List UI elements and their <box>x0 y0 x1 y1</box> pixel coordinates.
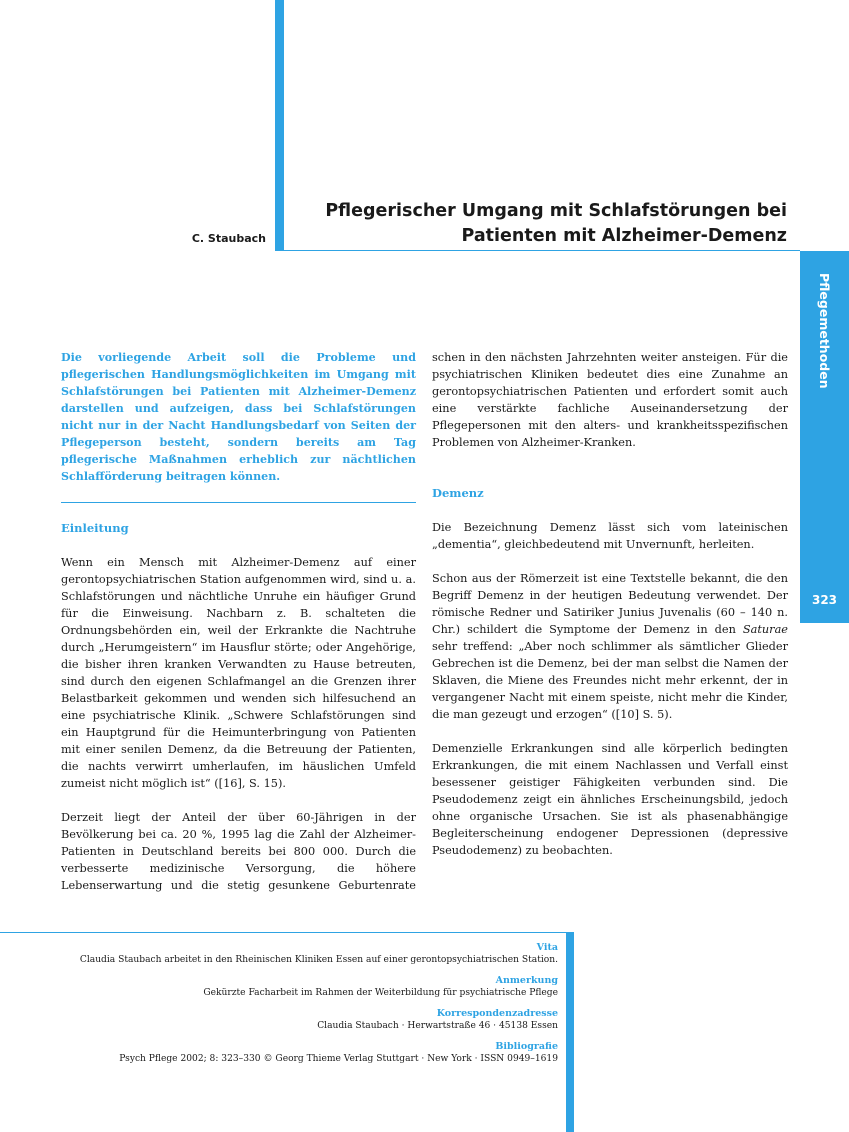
section-sidebar <box>800 251 849 623</box>
title-line-2: Patienten mit Alzheimer-Demenz <box>461 226 787 246</box>
einleitung-paragraph-2-continued: schen in den nächsten Jahrzehnten weiter ansteigen. Für die psychiatrischen Kliniken bedeutet dies eine Zunahme an gerontopsychiatrischen Patienten und erfordert somit auch eine verstärkte fachliche Auseinandersetzung der Pflegepersonen mit den alters- und krankheitsspezifischen Problemen von Alzheimer-Kranken. <box>432 351 788 449</box>
heading-einleitung: Einleitung <box>61 521 129 535</box>
footer-accent-bar <box>566 932 574 1132</box>
page-number: 323 <box>811 593 838 607</box>
demenz-paragraph-1: Die Bezeichnung Demenz lässt sich vom lateinischen „dementia“, gleichbedeutend mit Unvernunft, herleiten. <box>432 521 788 551</box>
anmerkung-text: Gekürzte Facharbeit im Rahmen der Weiterbildung für psychiatrische Pflege <box>203 988 558 998</box>
einleitung-paragraph-1: Wenn ein Mensch mit Alzheimer-Demenz auf einer gerontopsychiatrischen Station aufgenommen wird, sind u. a. Schlafstörungen und nächtliche Unruhe ein häufiger Grund für die Einweisung. Nachbarn z. B. schalteten die Ordnungsbehörden ein, weil der Erkrankte die Nachtruhe durch „Herumgeistern“ im Hausflur störte; oder Angehörige, die bisher ihren kranken Verwandten zu Hause betreuten, sind durch den eigenen Schlafmangel an die Grenzen ihrer Belastbarkeit gekommen und wenden sich hilfesuchend an eine psychiatrische Klinik. „Schwere Schlafstörungen sind ein Hauptgrund für die Heimunterbringung von Patienten mit einer senilen Demenz, da die Betreuung der Patienten, die nachts verwirrt umherlaufen, im häuslichen Umfeld zumeist nicht möglich ist“ ([16], S. 15). <box>61 556 416 790</box>
abstract-rule <box>61 502 416 503</box>
vita-label: Vita <box>536 942 558 953</box>
header-rule <box>284 250 800 251</box>
bibliografie-text: Psych Pflege 2002; 8: 323–330 © Georg Thieme Verlag Stuttgart · New York · ISSN 0949–1619 <box>119 1054 558 1064</box>
right-column <box>432 349 788 876</box>
korrespondenz-label: Korrespondenzadresse <box>436 1008 558 1019</box>
saturae-title: Saturae <box>742 623 788 636</box>
title-line-1: Pflegerischer Umgang mit Schlafstörungen bei <box>325 201 787 221</box>
demenz-paragraph-3: Demenzielle Erkrankungen sind alle körperlich bedingten Erkrankungen, die mit einem Nachlassen und Verfall einst besessener geistiger Fähigkeiten verbunden sind. Die Pseudodemenz zeigt ein ähnliches Erscheinungsbild, jedoch ohne organische Ursachen. Sie ist als phasenabhängige Begleiterscheinung endogener Depressionen (depressive Pseudodemenz) zu beobachten. <box>432 742 788 857</box>
article-title <box>307 199 787 249</box>
anmerkung-label: Anmerkung <box>495 975 558 986</box>
demenz-paragraph-2-text-b: sehr treffend: „Aber noch schlimmer als sämtlicher Glieder Gebrechen ist die Demenz, bei der man selbst die Namen der Sklaven, die Miene des Freundes nicht mehr erkennt, der in vergangener Nacht mit einem speiste, nicht mehr die Kinder, die man gezeugt und erzogen“ ([10] S. 5). <box>432 640 788 721</box>
einleitung-paragraph-2: Derzeit liegt der Anteil der über 60-Jährigen in der Bevölkerung bei ca. 20 %, 1995 lag die Zahl der Alzheimer-Patienten in Deutschland bereits bei 800 000. Durch die verbesserte medizinische Versorgung, die höhere Lebenserwartung und die stetig gesunkene Geburtenrate <box>61 811 416 892</box>
abstract: Die vorliegende Arbeit soll die Probleme und pflegerischen Handlungsmöglichkeiten im Umgang mit Schlafstörungen bei Patienten mit Alzheimer-Demenz darstellen und aufzeigen, dass bei Schlafstörungen nicht nur in der Nacht Handlungsbedarf von Seiten der Pflegeperson besteht, sondern bereits am Tag pflegerische Maßnahmen erheblich zur nächtlichen Schlafförderung beitragen können. <box>61 351 416 483</box>
demenz-paragraph-2 <box>432 570 788 723</box>
footer-rule <box>0 932 566 933</box>
left-column <box>61 349 416 911</box>
vita-text: Claudia Staubach arbeitet in den Rheinischen Kliniken Essen auf einer gerontopsychiatrischen Station. <box>79 955 558 965</box>
section-label: Pflegemethoden <box>817 273 832 389</box>
demenz-paragraph-2-text-a: Schon aus der Römerzeit ist eine Textstelle bekannt, die den Begriff Demenz in der heutigen Bedeutung verwendet. Der römische Redner und Satiriker Junius Juvenalis (60 – 140 n. Chr.) schildert die Symptome der Demenz in den <box>432 572 788 636</box>
korrespondenz-text: Claudia Staubach · Herwartstraße 46 · 45138 Essen <box>317 1021 558 1031</box>
article-info <box>60 941 558 1073</box>
bibliografie-label: Bibliografie <box>495 1041 558 1052</box>
heading-demenz: Demenz <box>432 486 484 500</box>
header-accent-bar <box>275 0 284 251</box>
author: C. Staubach <box>191 232 266 245</box>
